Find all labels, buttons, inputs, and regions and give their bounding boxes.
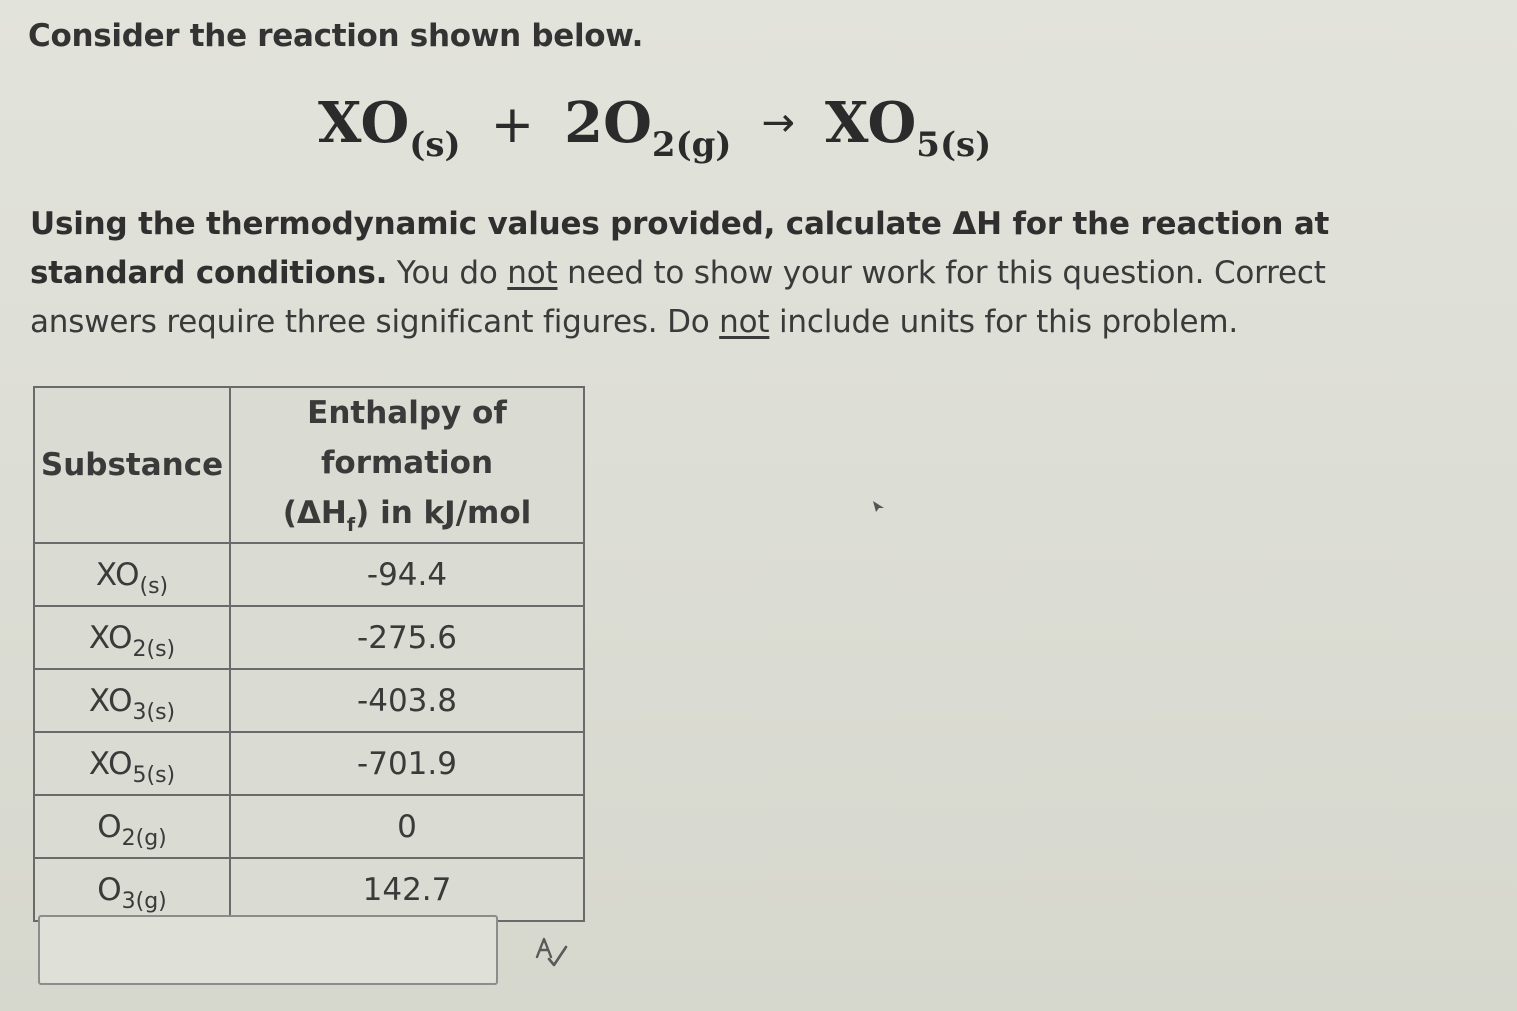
instructions-text-2: need to show your work for this question. Correct answers require three significant figures. Do — [30, 255, 1326, 340]
table-row — [34, 606, 584, 669]
product-state: 5(s) — [916, 125, 992, 165]
reactant-2-state: 2(g) — [651, 125, 732, 165]
enthalpy-value: 142.7 — [230, 858, 584, 921]
plus-sign: + — [490, 95, 535, 155]
substance-state: 2(s) — [132, 636, 176, 662]
enthalpy-value: -94.4 — [230, 543, 584, 606]
substance-state: 2(g) — [121, 825, 167, 851]
substance-state: 3(g) — [121, 888, 167, 914]
question-intro: Consider the reaction shown below. — [28, 18, 644, 54]
header-enthalpy — [230, 387, 584, 543]
table-row — [34, 543, 584, 606]
reactant-1-state: (s) — [409, 125, 461, 165]
header-enthalpy-close: ) in kJ/mol — [355, 495, 532, 531]
substance-state: 5(s) — [132, 762, 176, 788]
substance-formula: XO — [88, 745, 133, 782]
emphasis-not-2: not — [719, 304, 770, 340]
enthalpy-value: -403.8 — [230, 669, 584, 732]
substance-formula: XO — [88, 682, 133, 719]
enthalpy-value: -701.9 — [230, 732, 584, 795]
substance-cell — [34, 606, 230, 669]
substance-cell — [34, 795, 230, 858]
table-row — [34, 795, 584, 858]
substance-formula: O — [97, 871, 122, 908]
enthalpy-value: -275.6 — [230, 606, 584, 669]
substance-formula: O — [97, 808, 122, 845]
substance-cell — [34, 732, 230, 795]
table-header-row — [34, 387, 584, 543]
instructions-text-3: include units for this problem. — [769, 304, 1239, 340]
emphasis-not-1: not — [507, 255, 558, 291]
reactant-1: XO — [318, 90, 410, 156]
instructions-bold: Using the thermodynamic values provided, calculate ΔH for the reaction at standard conditions. — [30, 206, 1330, 291]
reaction-equation — [318, 90, 992, 165]
substance-cell — [34, 858, 230, 921]
answer-input[interactable] — [38, 915, 498, 985]
substance-cell — [34, 669, 230, 732]
enthalpy-table — [33, 386, 585, 922]
mouse-cursor-icon — [872, 500, 886, 514]
product: XO — [825, 90, 917, 156]
header-enthalpy-sub: f — [346, 514, 356, 536]
reaction-arrow-icon: → — [761, 100, 796, 146]
enthalpy-value: 0 — [230, 795, 584, 858]
header-enthalpy-open: (ΔH — [282, 495, 347, 531]
substance-state: 3(s) — [132, 699, 176, 725]
header-substance: Substance — [34, 387, 230, 543]
substance-formula: XO — [95, 556, 140, 593]
substance-cell — [34, 543, 230, 606]
text-format-check-icon[interactable] — [533, 933, 569, 969]
header-enthalpy-line1: Enthalpy of formation — [307, 395, 507, 481]
table-row — [34, 858, 584, 921]
substance-state: (s) — [139, 573, 169, 599]
substance-formula: XO — [88, 619, 133, 656]
question-instructions — [30, 200, 1350, 347]
table-row — [34, 732, 584, 795]
table-row — [34, 669, 584, 732]
instructions-text-1: You do — [387, 255, 508, 291]
reactant-2: 2O — [564, 90, 652, 156]
